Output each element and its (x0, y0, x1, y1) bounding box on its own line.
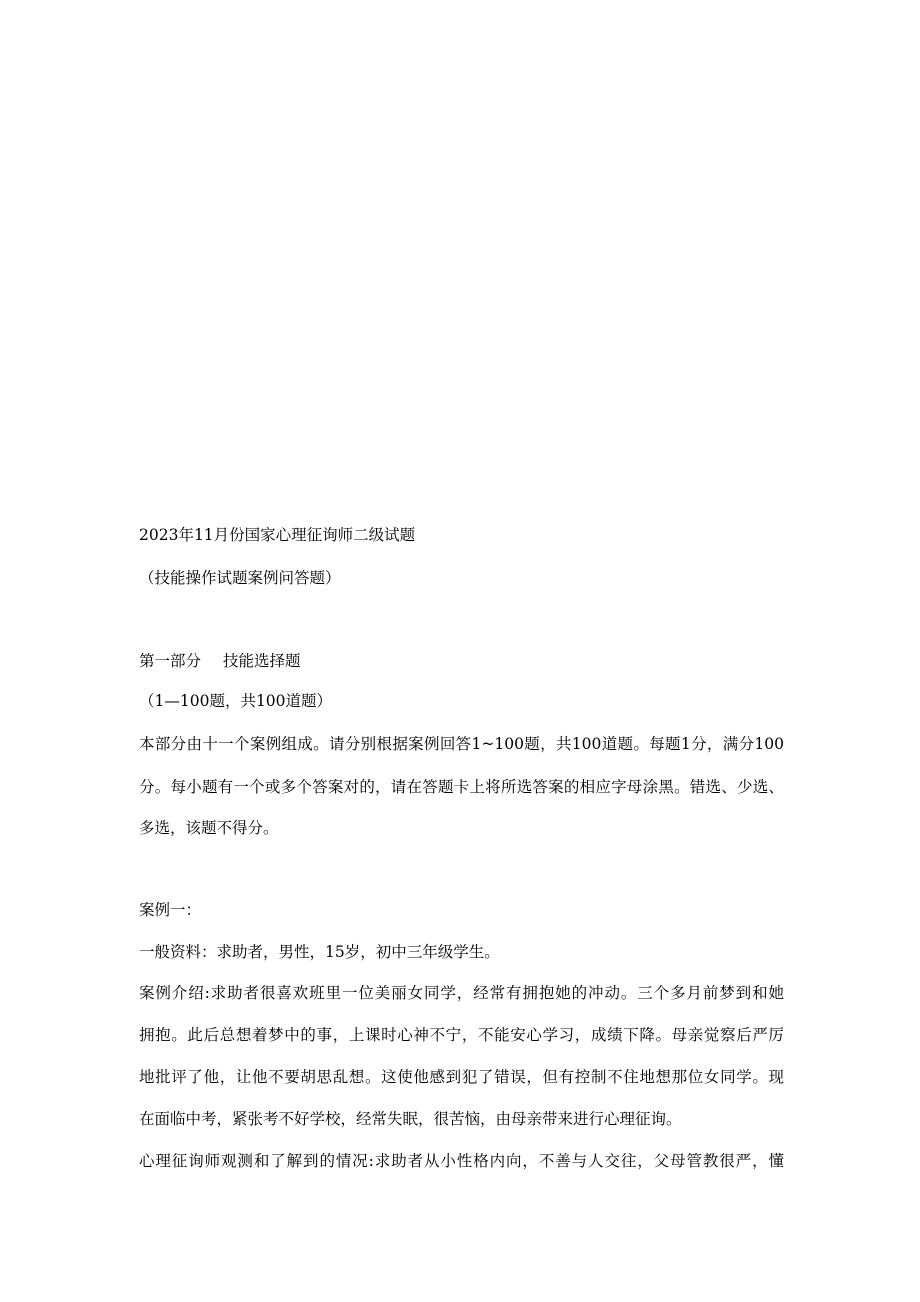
part-heading-number: 第一部分 (139, 652, 202, 670)
part-heading (139, 651, 301, 671)
case-intro-line-3: 地批评了他，让他不要胡思乱想。这使他感到犯了错误，但有控制不住地想那位女同学。现 (139, 1068, 784, 1086)
case-title: 案例一： (139, 901, 202, 919)
case-intro-line-2: 拥抱。此后总想着梦中的事，上课时心神不宁，不能安心学习，成绩下降。母亲觉察后严厉 (139, 1026, 784, 1044)
case-intro-line-4: 在面临中考，紧张考不好学校，经常失眠，很苦恼，由母亲带来进行心理征询。 (139, 1110, 682, 1128)
general-info: 一般资料：求助者，男性，15岁，初中三年级学生。 (139, 943, 500, 961)
case-intro-line-1: 案例介绍:求助者很喜欢班里一位美丽女同学，经常有拥抱她的冲动。三个多月前梦到和她 (139, 984, 784, 1002)
document-subtitle: （技能操作试题案例问答题） (139, 569, 341, 587)
instructions-line-1: 本部分由十一个案例组成。请分别根据案例回答1~100题，共100道题。每题1分，满分100 (139, 735, 784, 753)
part-heading-name: 技能选择题 (223, 652, 301, 670)
instructions-line-3: 多选，该题不得分。 (139, 819, 279, 837)
part-range: （1—100题，共100道题） (139, 692, 333, 710)
observation-line-1: 心理征询师观测和了解到的情况:求助者从小性格内向，不善与人交往，父母管教很严，懂 (139, 1152, 784, 1170)
document-title: 2023年11月份国家心理征询师二级试题 (139, 526, 416, 544)
instructions-line-2: 分。每小题有一个或多个答案对的，请在答题卡上将所选答案的相应字母涂黑。错选、少选、 (139, 778, 784, 796)
